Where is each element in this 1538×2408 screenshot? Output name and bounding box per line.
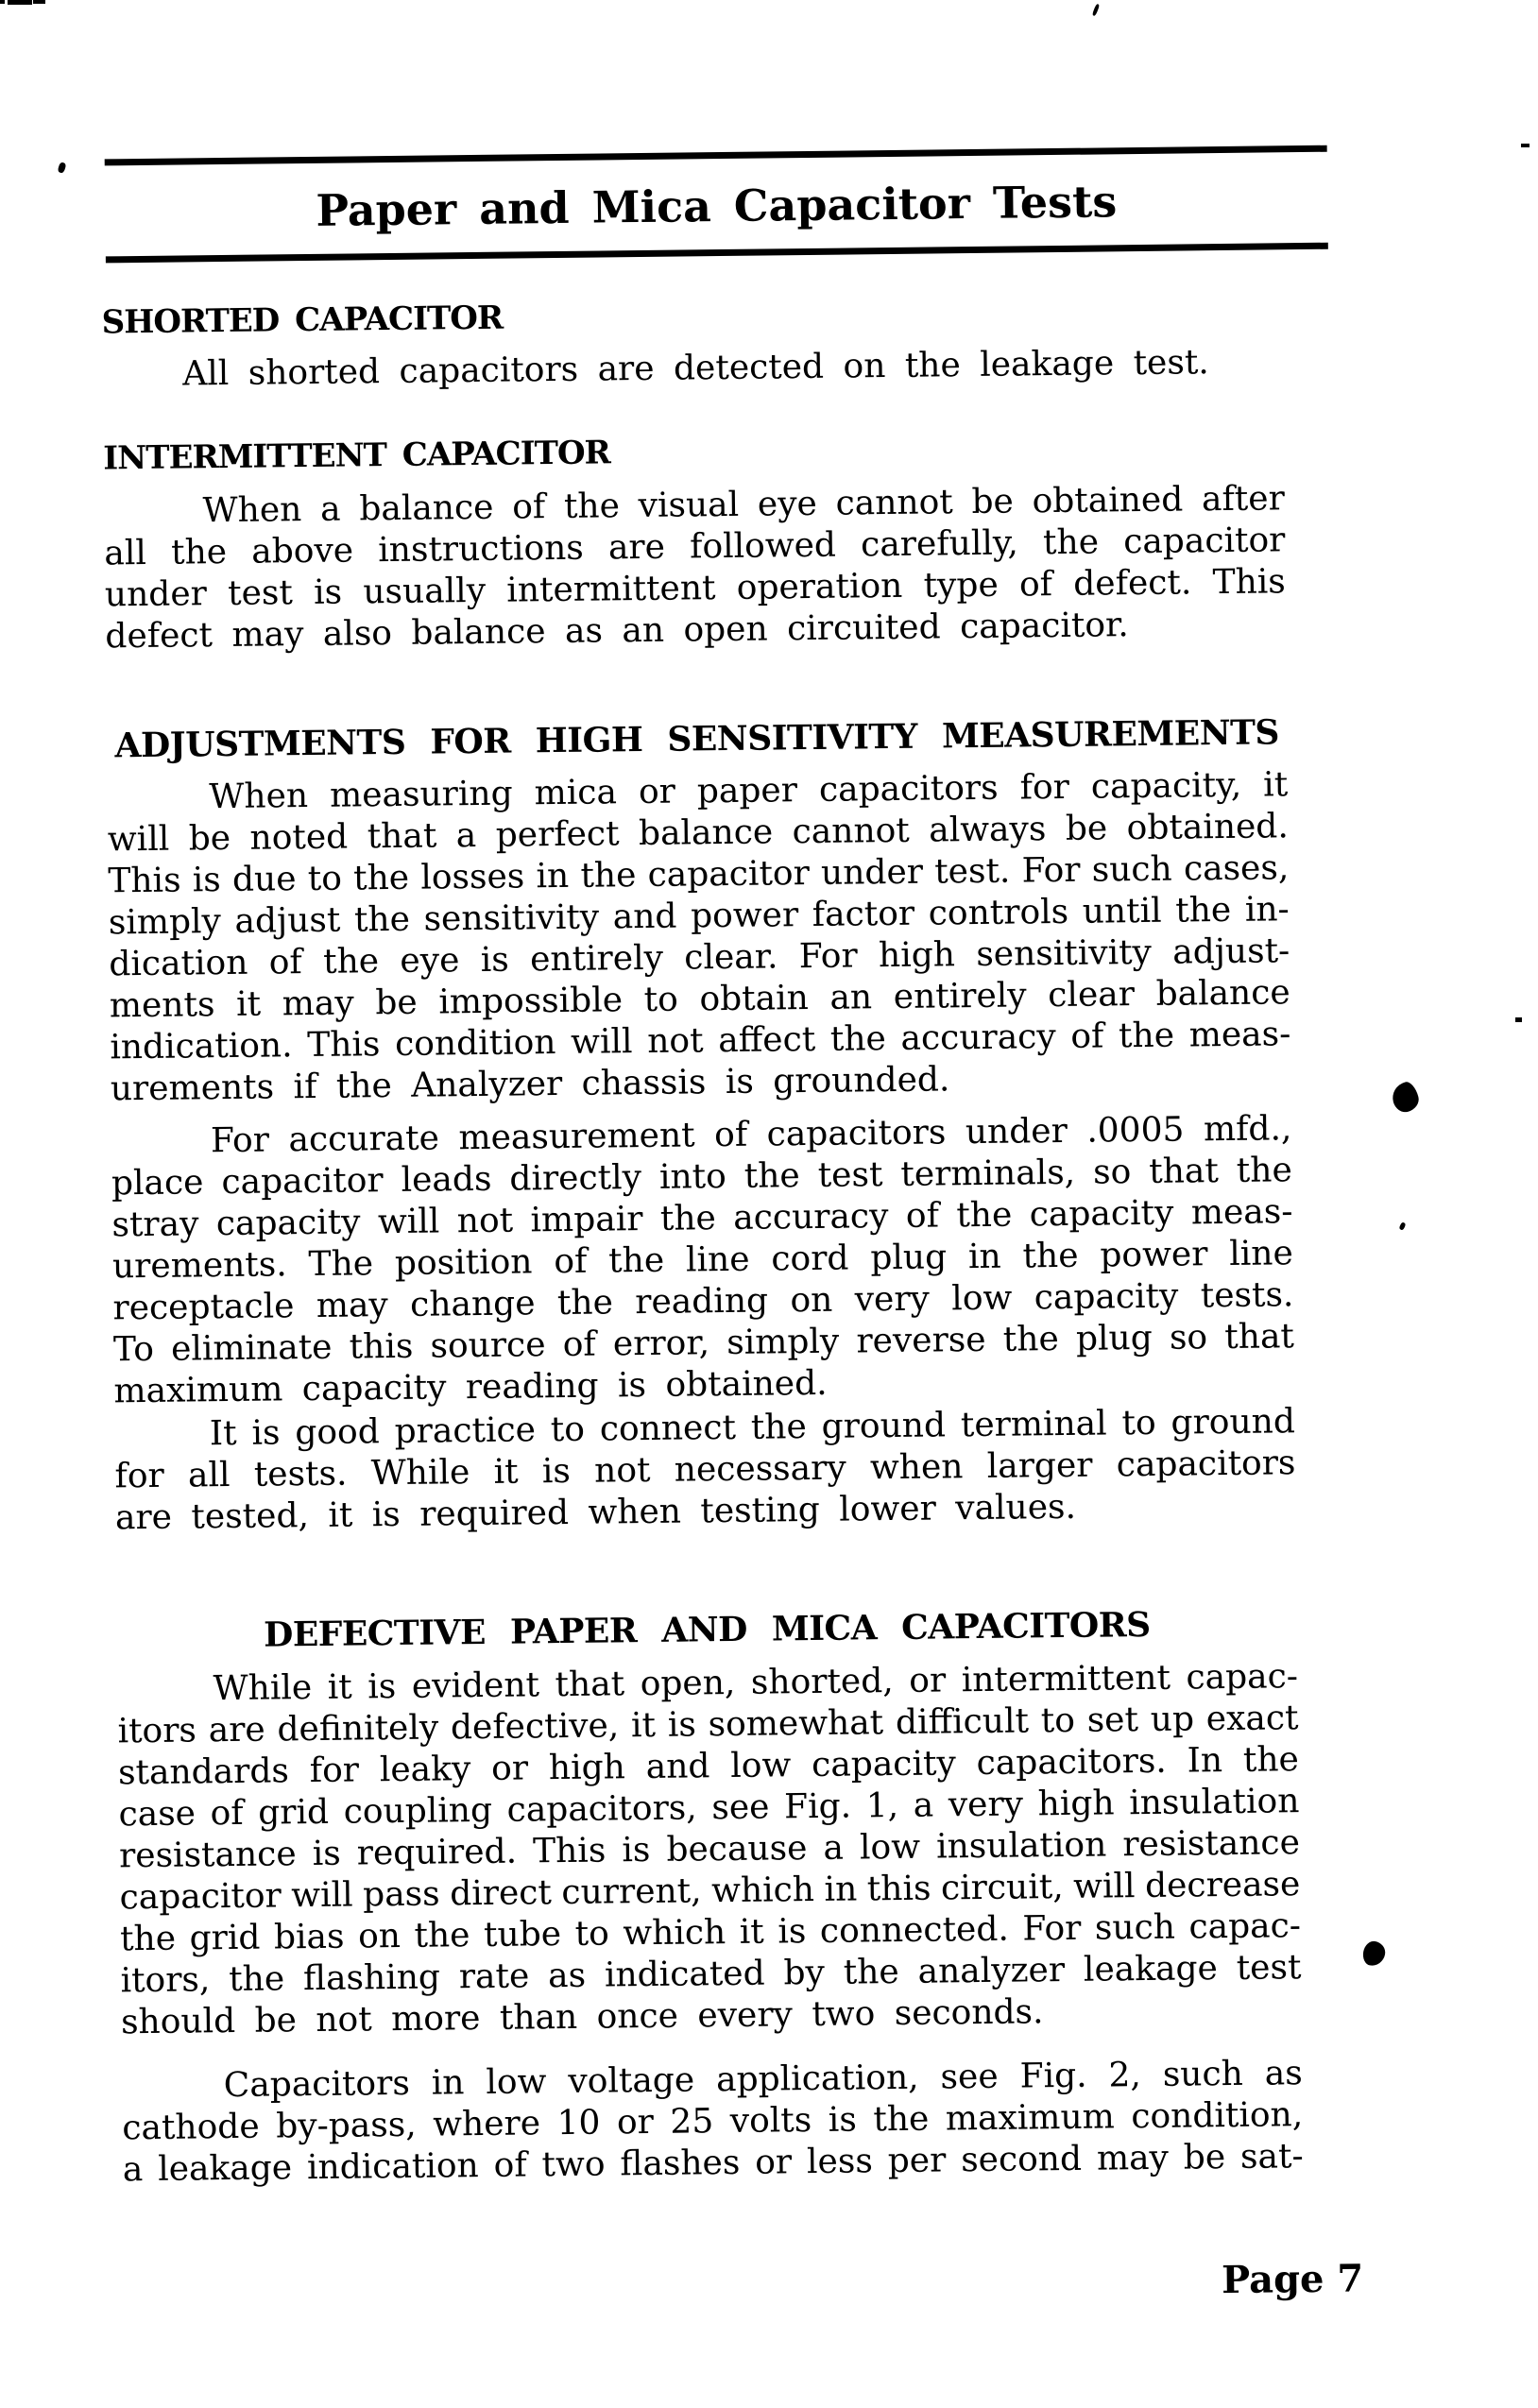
text-line: maximum capacity reading is obtained. xyxy=(113,1363,828,1411)
scan-speck xyxy=(1515,1017,1522,1022)
section-heading-shorted-capacitor: SHORTED CAPACITOR xyxy=(101,299,504,342)
page-number: Page 7 xyxy=(1221,2256,1364,2303)
text-line: itors are definitely defective, it is somewhat difficult to set up exact xyxy=(117,1699,1299,1751)
section-heading-adjustments: ADJUSTMENTS FOR HIGH SENSITIVITY MEASUREMENTS xyxy=(114,712,1280,766)
paragraph-indent xyxy=(104,490,184,533)
text-line: Capacitors in low voltage application, see Fig. 2, such as xyxy=(122,2053,1303,2108)
paragraph-indent xyxy=(114,1413,195,1456)
text-line: standards for leaky or high and low capacity capacitors. In the xyxy=(117,1740,1300,1793)
text-line: This is due to the losses in the capacitor under test. For such cases, xyxy=(108,848,1290,901)
text-line: the grid bias on the tube to which it is connected. For such capac- xyxy=(119,1906,1302,1959)
text-line: receptacle may change the reading on very low capacity tests. xyxy=(112,1275,1294,1328)
text-line: simply adjust the sensitivity and power factor controls until the in- xyxy=(108,890,1290,943)
paragraph xyxy=(114,1401,1296,1539)
paragraph xyxy=(104,478,1287,658)
paragraph-indent xyxy=(122,2065,202,2108)
text-line: should be not more than once every two seconds. xyxy=(120,1992,1044,2042)
text-line: When measuring mica or paper capacitors for capacity, it xyxy=(107,764,1288,819)
text-line: When a balance of the visual eye cannot be obtained after xyxy=(104,478,1285,533)
page-title: Paper and Mica Capacitor Tests xyxy=(316,176,1118,236)
paragraph-indent xyxy=(107,777,187,819)
scan-edge-mark xyxy=(8,0,32,5)
paragraph-indent xyxy=(117,1668,197,1711)
scan-edge-mark xyxy=(33,0,45,4)
title-rule-top xyxy=(105,145,1327,166)
text-line: will be noted that a perfect balance cannot always be obtained. xyxy=(107,807,1290,860)
text-line: defect may also balance as an open circuited capacitor. xyxy=(105,606,1129,657)
section-heading-defective-capacitors: DEFECTIVE PAPER AND MICA CAPACITORS xyxy=(263,1604,1151,1655)
text-line: under test is usually intermittent operation type of defect. This xyxy=(104,562,1286,615)
paragraph xyxy=(111,1108,1294,1412)
title-rule-bottom xyxy=(106,243,1328,264)
text-line: urements if the Analyzer chassis is grounded. xyxy=(110,1060,950,1109)
text-line: All shorted capacitors are detected on the leakage test. xyxy=(182,343,1209,394)
paragraph xyxy=(117,1656,1302,2043)
text-line: dication of the eye is entirely clear. For high sensitivity adjust- xyxy=(109,931,1290,984)
section-heading-intermittent-capacitor: INTERMITTENT CAPACITOR xyxy=(103,434,611,478)
text-line: To eliminate this source of error, simply reverse the plug so that xyxy=(112,1317,1295,1370)
text-line: are tested, it is required when testing lower values. xyxy=(114,1487,1077,1538)
text-line: cathode by-pass, where 10 or 25 volts is the maximum condition, xyxy=(122,2095,1304,2148)
paragraph xyxy=(102,341,1283,396)
text-line: place capacitor leads directly into the test terminals, so that the xyxy=(111,1151,1293,1204)
paragraph xyxy=(122,2053,1304,2191)
scan-edge-mark xyxy=(0,0,5,4)
text-line: for all tests. While it is not necessary when larger capacitors xyxy=(114,1443,1296,1496)
text-line: a leakage indication of two flashes or less per second may be sat- xyxy=(122,2137,1304,2190)
paragraph xyxy=(107,764,1291,1110)
text-line: ments it may be impossible to obtain an entirely clear balance xyxy=(109,973,1290,1026)
text-line: stray capacity will not impair the accuracy of the capacity meas- xyxy=(111,1192,1293,1245)
scan-speck xyxy=(1521,144,1529,147)
text-line: capacitor will pass direct current, which in this circuit, will decrease xyxy=(119,1865,1301,1918)
text-line: indication. This condition will not affect the accuracy of the meas- xyxy=(110,1015,1291,1067)
text-line: itors, the flashing rate as indicated by the analyzer leakage test xyxy=(120,1948,1302,2001)
text-line: urements. The position of the line cord plug in the power line xyxy=(111,1234,1294,1287)
text-line: all the above instructions are followed carefully, the capacitor xyxy=(104,521,1286,573)
paragraph-indent xyxy=(111,1120,191,1163)
text-line: case of grid coupling capacitors, see Fig. 1, a very high insulation xyxy=(118,1782,1300,1835)
text-line: It is good practice to connect the ground terminal to ground xyxy=(114,1401,1295,1456)
text-line: resistance is required. This is because a low insulation resistance xyxy=(118,1823,1301,1876)
text-line: While it is evident that open, shorted, or intermittent capac- xyxy=(117,1656,1298,1711)
text-line: For accurate measurement of capacitors under .0005 mfd., xyxy=(111,1108,1291,1163)
